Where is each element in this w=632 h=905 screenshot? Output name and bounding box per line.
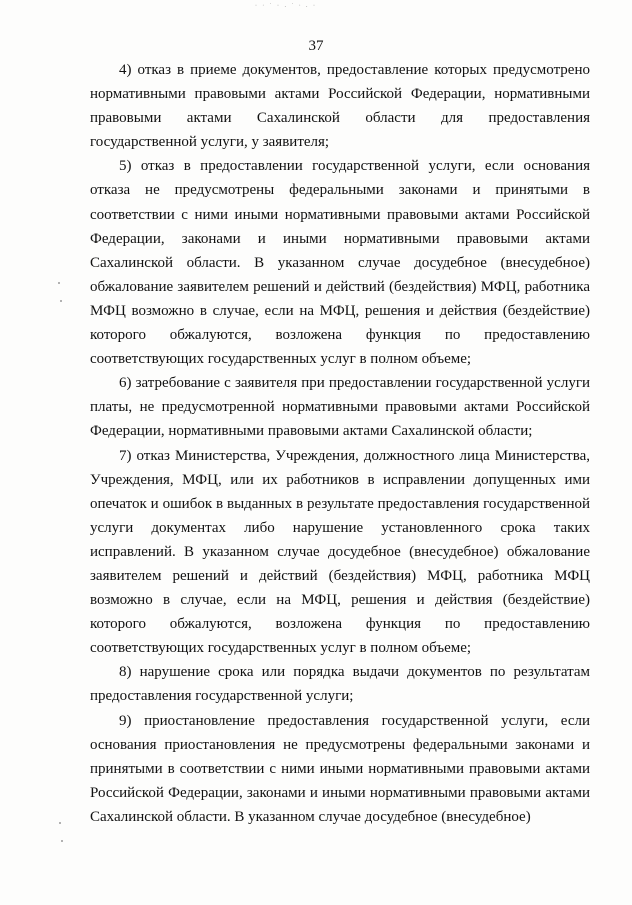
paragraph-item-8: 8) нарушение срока или порядка выдачи документов по результатам предоставления государственной услуги; xyxy=(90,664,590,705)
scan-speck xyxy=(58,282,60,284)
paragraph-item-9: 9) приостановление предоставления государственной услуги, если основания приостановления не предусмотрены федеральными законами и принятыми в соответствии с ними иными нормативными правовыми актами Российской Федерации, законами и иными нормативными правовыми актами Сахалинской области. В указанном случае досудебное (внесудебное) xyxy=(90,712,590,825)
paragraph-item-7: 7) отказ Министерства, Учреждения, должностного лица Министерства, Учреждения, МФЦ, или их работников в исправлении допущенных ими опечаток и ошибок в выданных в результате предоставления государственной услуги документах либо нарушение установленного срока таких исправлений. В указанном случае досудебное (внесудебное) обжалование заявителем решений и действий (бездействия) МФЦ, работника МФЦ возможно в случае, если на МФЦ, решения и действия (бездействие) которого обжалуются, возложена функция по предоставлению соответствующих государственных услуг в полном объеме; xyxy=(90,447,590,657)
document-body xyxy=(90,58,590,829)
paragraph-item-6: 6) затребование с заявителя при предоставлении государственной услуги платы, не предусмотренной нормативными правовыми актами Российской Федерации, нормативными правовыми актами Сахалинской области; xyxy=(90,375,590,440)
paragraph-item-5: 5) отказ в предоставлении государственной услуги, если основания отказа не предусмотрены федеральными законами и принятыми в соответствии с ними иными нормативными правовыми актами Российской Федерации, законами и иными нормативными правовыми актами Сахалинской области. В указанном случае досудебное (внесудебное) обжалование заявителем решений и действий (бездействия) МФЦ, работника МФЦ возможно в случае, если на МФЦ, решения и действия (бездействие) которого обжалуются, возложена функция по предоставлению соответствующих государственных услуг в полном объеме; xyxy=(90,158,590,368)
scan-specks xyxy=(0,0,70,905)
paragraph-item-4: 4) отказ в приеме документов, предоставление которых предусмотрено нормативными правовыми актами Российской Федерации, нормативными правовыми актами Сахалинской области для предоставления государственной услуги, у заявителя; xyxy=(90,62,590,151)
scan-speck xyxy=(61,840,63,842)
page-number: 37 xyxy=(308,38,324,54)
scan-speck xyxy=(60,300,62,302)
scan-artifact: · ∙ ˙ · . ˙ ∙ . · xyxy=(255,3,317,9)
scan-speck xyxy=(59,822,61,824)
